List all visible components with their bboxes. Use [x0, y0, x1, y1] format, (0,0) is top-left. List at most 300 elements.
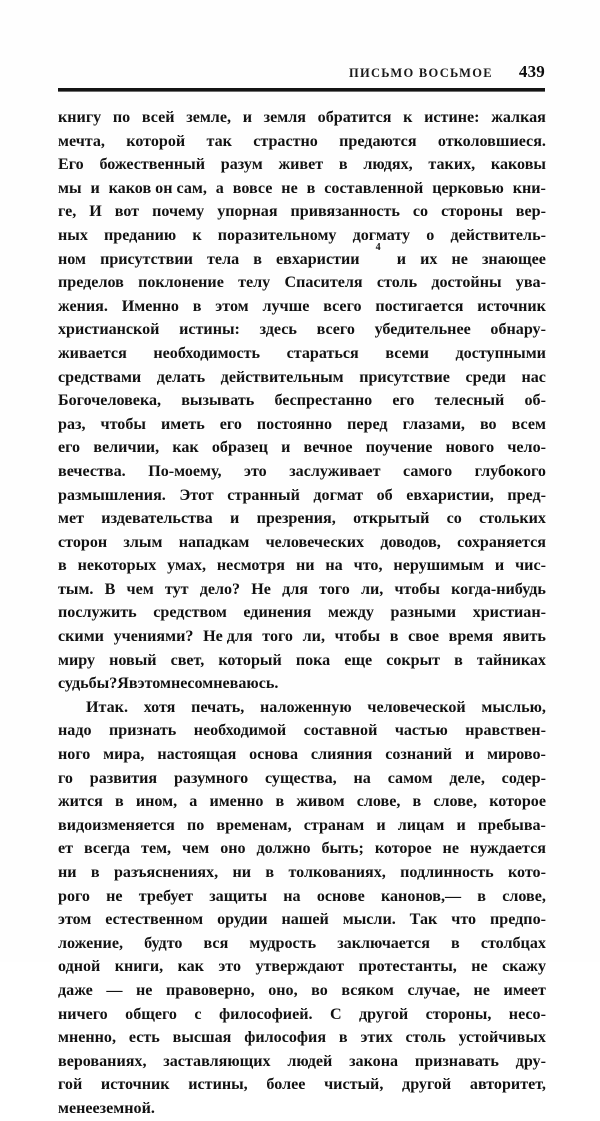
text-word: менее [58, 1099, 100, 1117]
text-word: среди [465, 368, 506, 386]
text-word: общего [125, 1005, 177, 1023]
text-word: глубокого [474, 462, 546, 480]
text-word: ни [58, 864, 77, 881]
text-word: го [58, 769, 73, 787]
text-word: преданию [104, 226, 177, 244]
text-word: мира, [103, 746, 145, 764]
text-word: постоянно [256, 415, 333, 433]
text-line [58, 224, 546, 248]
text-word: будто [144, 934, 183, 952]
text-word: чем [182, 840, 210, 858]
text-word: этом [137, 675, 171, 693]
text-word: дру- [515, 1052, 546, 1070]
text-word: истине: [424, 109, 480, 126]
text-word: и [494, 557, 505, 575]
text-word: разъяснениях, [113, 864, 219, 881]
text-word: чем [126, 580, 154, 598]
text-word: более [266, 1076, 306, 1094]
text-word: Богочеловека, [58, 392, 162, 410]
text-word: стороны, [425, 1005, 492, 1023]
text-word: на [325, 557, 343, 575]
text-word: к [403, 109, 413, 126]
text-word: Его [58, 156, 84, 174]
text-word: в [253, 250, 262, 268]
text-word: в [389, 628, 399, 646]
text-word: высшая [172, 1029, 232, 1047]
text-word: об- [524, 392, 546, 410]
text-word: здесь [259, 321, 297, 339]
text-word: верованиях, [58, 1052, 147, 1070]
text-word: того [262, 628, 293, 646]
text-word: самом [387, 769, 433, 787]
text-word: его [58, 439, 81, 457]
header-rule [58, 88, 545, 91]
text-line [58, 814, 546, 838]
text-word: слияния [310, 746, 373, 764]
text-line [58, 696, 546, 720]
text-word: в [451, 934, 460, 952]
text-word: сомневаюсь. [187, 675, 279, 693]
text-word: временам, [216, 816, 292, 834]
text-word: отколовшиеся. [437, 132, 546, 150]
text-word: привязанность [290, 203, 400, 221]
text-word: есть [128, 1029, 160, 1047]
text-word: перед [347, 415, 388, 433]
text-word: его [219, 415, 242, 433]
text-word: нас [521, 368, 546, 386]
text-word: рого [58, 887, 90, 905]
running-head-title: ПИСЬМО ВОСЬМОЕ [348, 66, 493, 80]
text-word: вечное [303, 439, 353, 457]
text-line [58, 200, 546, 224]
text-word: земля [263, 109, 306, 126]
text-word: другой [359, 1005, 409, 1023]
text-word: существа, [264, 769, 337, 787]
text-word: несо- [508, 1005, 546, 1023]
text-word: и [90, 179, 100, 197]
text-word: ни [232, 864, 252, 881]
text-word: всегда [84, 840, 131, 858]
text-word: сохраняется [457, 533, 546, 551]
text-word: наложенную [260, 698, 352, 716]
text-word: живается [58, 344, 127, 362]
text-word: открытый [353, 510, 430, 528]
text-word: тела [207, 250, 240, 268]
text-word: вечества. [58, 462, 126, 480]
text-word: его [392, 392, 415, 410]
text-word: новый [109, 651, 157, 669]
text-word: ложение, [58, 934, 123, 952]
text-line [58, 366, 546, 390]
text-word: необходимой [193, 722, 287, 740]
text-word: тайниках [476, 651, 546, 669]
text-word: в [58, 557, 67, 575]
text-word: беспрестанно [274, 392, 373, 410]
text-word: орудии [217, 911, 268, 929]
text-word: видоизменяется [58, 816, 175, 834]
text-word: Не [251, 580, 271, 598]
text-word: кни- [512, 179, 546, 197]
text-word: мирово- [487, 746, 546, 764]
text-word: таких, [428, 156, 476, 174]
text-word: — [106, 981, 123, 999]
text-word: всеми [385, 344, 429, 362]
text-word: евхаристии, [406, 486, 494, 504]
text-word: злым [123, 533, 163, 551]
text-word: между [327, 604, 374, 622]
text-word: гой [58, 1076, 83, 1094]
text-word: нашей [281, 911, 329, 929]
text-word: пребыва- [477, 816, 546, 834]
text-word: достойны [431, 274, 502, 292]
text-word: судьбы? [58, 675, 118, 693]
text-word: об [376, 486, 393, 504]
text-word: средством [153, 604, 227, 622]
text-word: стольких [479, 510, 546, 528]
text-word: вовсе [232, 179, 273, 197]
text-word: слове, [356, 793, 401, 811]
text-word: В [104, 580, 116, 598]
text-word: человеческих [265, 533, 365, 551]
text-word: всего [323, 297, 362, 315]
text-word: когда-нибудь [451, 580, 546, 598]
text-word: не [136, 981, 153, 999]
text-word: предпо- [490, 911, 546, 929]
text-word: и [456, 816, 466, 834]
text-word: слове, [502, 887, 546, 905]
text-word: с [194, 1005, 202, 1023]
text-word: настоящая [157, 746, 237, 764]
text-word: явить [502, 628, 546, 646]
text-word: как [172, 439, 199, 457]
text-word: и [376, 816, 386, 834]
text-word: глазами, [402, 415, 465, 433]
text-word: как [177, 958, 204, 976]
text-word: нерушимым [393, 557, 484, 575]
text-word: и [464, 746, 475, 764]
text-line [58, 837, 546, 861]
text-word: имеет [503, 981, 546, 999]
text-word: странам [303, 816, 365, 834]
text-word: живет [278, 156, 324, 174]
text-word: необходимость [153, 344, 261, 362]
footnote-marker: 4 [375, 241, 381, 253]
text-line [58, 719, 546, 743]
text-word: людях, [363, 156, 413, 174]
text-word: который [218, 651, 282, 669]
text-word: авторитет, [469, 1076, 546, 1094]
text-line [58, 460, 546, 484]
text-word: всем [511, 415, 546, 433]
text-line [58, 413, 546, 437]
text-word: христианской [58, 321, 160, 339]
text-word: и [242, 109, 252, 126]
text-word: мысли. [342, 911, 396, 929]
text-word: лицам [397, 816, 445, 834]
text-word: составной [303, 722, 378, 740]
text-word: в [338, 1029, 348, 1047]
text-word: устойчивых [458, 1029, 546, 1047]
text-word: закона [349, 1052, 399, 1070]
text-word: что, [353, 557, 383, 575]
text-line [58, 106, 546, 130]
text-word: что [451, 911, 477, 929]
text-word: содер- [501, 769, 546, 787]
text-word: И [89, 203, 102, 221]
text-word: чтобы [334, 628, 381, 646]
text-word: чтобы [394, 580, 440, 598]
text-word: в [454, 651, 463, 669]
text-line [58, 908, 546, 932]
text-word: странный [227, 486, 300, 504]
text-word: мечта, [58, 132, 105, 150]
text-word: в [265, 864, 275, 881]
text-word: предаются [339, 132, 417, 150]
text-word: частью [394, 722, 448, 740]
text-line [58, 672, 546, 696]
text-word: величии, [93, 439, 160, 457]
text-word: на [283, 887, 301, 905]
text-word: убедительнее [374, 321, 471, 339]
text-word: деле, [449, 769, 485, 787]
text-word: пределов [58, 274, 124, 292]
text-word: быть; [321, 840, 364, 858]
text-word: столбцах [480, 934, 546, 952]
text-word: требует [138, 887, 194, 905]
text-word: доводов, [380, 533, 441, 551]
text-line [58, 531, 546, 555]
text-word: этих [360, 1029, 393, 1047]
text-line [58, 177, 546, 201]
text-word: разными [390, 604, 457, 622]
text-word: вер- [515, 203, 546, 221]
text-word: размышления. [58, 486, 166, 504]
text-word: чело- [507, 439, 546, 457]
text-word: мудрость [249, 934, 317, 952]
text-word: а [215, 179, 224, 197]
text-word: самого [403, 462, 453, 480]
text-word: кото- [507, 864, 546, 881]
text-word: присутствие [359, 368, 450, 386]
text-word: страстно [253, 132, 318, 150]
text-word: ничего [58, 1005, 108, 1023]
text-line [58, 484, 546, 508]
text-word: не [451, 250, 468, 268]
text-word: слове, [433, 793, 478, 811]
text-word: одной [58, 958, 101, 976]
text-word: всяком [341, 981, 394, 999]
text-word: евхаристии [276, 250, 360, 268]
text-word: должно [256, 840, 311, 858]
text-word: христиан- [472, 604, 546, 622]
text-word: чис- [515, 557, 546, 575]
text-word: каковы [490, 156, 546, 174]
text-word: признавать [414, 1052, 499, 1070]
text-word: миру [58, 651, 96, 669]
text-word: по [112, 109, 131, 126]
text-word: заключается [337, 934, 430, 952]
text-word: ува- [515, 274, 546, 292]
text-word: это [218, 958, 242, 976]
text-line [58, 295, 546, 319]
text-word: во [311, 981, 328, 999]
text-word: надо [58, 722, 92, 740]
text-word: на [353, 769, 371, 787]
text-word: и [281, 439, 291, 457]
text-word: дело? [199, 580, 241, 598]
text-word: некоторых [77, 557, 157, 575]
text-word: основе [316, 887, 365, 905]
text-word: земной. [99, 1099, 155, 1117]
text-word: учениями? [113, 628, 194, 646]
text-word: именно [209, 793, 264, 811]
text-word: во [479, 415, 497, 433]
text-word: ни [295, 557, 315, 575]
text-word: живом [296, 793, 345, 811]
text-word: знающее [481, 250, 546, 268]
body-text-block [58, 106, 546, 1121]
text-line [58, 932, 546, 956]
text-word: разумного [173, 769, 249, 787]
text-word: пока [295, 651, 331, 669]
text-word: их [420, 250, 438, 268]
text-word: по [186, 816, 205, 834]
text-line [58, 1050, 546, 1074]
text-line [58, 436, 546, 460]
text-word: заставляющих [163, 1052, 271, 1070]
text-word: нападкам [178, 533, 250, 551]
text-word: присутствии [100, 250, 193, 268]
text-word: людей [287, 1052, 333, 1070]
text-word: в [338, 156, 348, 174]
text-word: С [329, 1005, 342, 1023]
text-line [58, 1097, 546, 1121]
text-word: Итак. [86, 698, 128, 716]
text-word: средствами [58, 368, 142, 386]
text-word: мы [58, 179, 82, 197]
text-word: со [446, 510, 462, 528]
text-word: не [442, 840, 459, 858]
text-word: жится [58, 793, 103, 811]
text-word: которое [374, 840, 432, 858]
text-word: Спасителя [284, 274, 363, 292]
text-word: разум [220, 156, 263, 174]
text-word: оно [220, 840, 246, 858]
text-word: ли, [361, 580, 384, 598]
text-word: свет, [170, 651, 205, 669]
text-word: вот [114, 203, 140, 221]
text-word: защиты [209, 887, 268, 905]
text-word: земле, [186, 109, 232, 126]
text-word: стороны [441, 203, 503, 221]
text-word: ных [58, 226, 88, 244]
text-word: жалкая [491, 109, 546, 126]
text-word: догмат [313, 486, 364, 504]
text-word: ного [58, 746, 91, 764]
running-head [58, 62, 545, 84]
text-word: столь [405, 1029, 446, 1047]
text-word: ге, [58, 203, 77, 221]
text-word: человеческой [367, 698, 466, 716]
text-word: тем, [141, 840, 172, 858]
text-word: божественный [99, 156, 205, 174]
text-word: мненно, [58, 1029, 116, 1047]
text-word: и [230, 510, 240, 528]
text-word: даже [58, 981, 93, 999]
text-word: печать, [191, 698, 245, 716]
text-line [58, 790, 546, 814]
text-word: в [115, 793, 124, 811]
text-line [58, 130, 546, 154]
text-line [58, 389, 546, 413]
text-line [58, 955, 546, 979]
text-word: сокрыт [386, 651, 441, 669]
text-word: образец [211, 439, 268, 457]
text-word: мет [58, 510, 85, 528]
text-word: свое [408, 628, 439, 646]
text-word: церковью [432, 179, 504, 197]
text-word: протестанты, [358, 958, 457, 976]
text-word: сознаний [385, 746, 453, 764]
text-word: сторон [58, 533, 108, 551]
text-line [58, 554, 546, 578]
text-word: которой [126, 132, 186, 150]
text-word: толкованиях, [288, 864, 386, 881]
text-word: в [477, 887, 486, 905]
text-word: Именно [121, 297, 179, 315]
text-line [58, 507, 546, 531]
text-word: не [170, 675, 188, 693]
text-word: почему [152, 203, 205, 221]
text-line [58, 1073, 546, 1097]
text-line [58, 743, 546, 767]
text-word: мыслью, [481, 698, 546, 716]
text-word: заслуживает [289, 462, 381, 480]
text-word: другой [402, 1076, 452, 1094]
text-word: скажу [502, 958, 546, 976]
text-word: истины, [188, 1076, 248, 1094]
text-word: столь [376, 274, 418, 292]
text-line [58, 1026, 546, 1050]
text-word: книгу [58, 109, 102, 126]
text-line [58, 271, 546, 295]
text-word: чтобы [100, 415, 146, 433]
text-line [58, 318, 546, 342]
text-line [58, 885, 546, 909]
text-word: всей [141, 109, 175, 126]
text-word: ном [58, 250, 86, 268]
text-line [58, 342, 546, 366]
text-word: телу [238, 274, 271, 292]
text-word: жения. [58, 297, 108, 315]
text-word: в [128, 675, 138, 693]
text-word: признать [108, 722, 177, 740]
text-line [58, 241, 546, 272]
text-word: этом [58, 911, 92, 929]
text-word: утверждают [255, 958, 345, 976]
text-word: развития [89, 769, 158, 787]
text-word: По-моему, [148, 462, 222, 480]
text-word: и [396, 250, 406, 268]
text-line [58, 601, 546, 625]
text-word: к [192, 226, 202, 244]
text-word: поучение [365, 439, 433, 457]
text-word: а [189, 793, 198, 811]
text-word: Я [117, 675, 129, 693]
text-word: источник [477, 297, 546, 315]
text-word: издевательства [101, 510, 213, 528]
text-word: пред- [507, 486, 546, 504]
